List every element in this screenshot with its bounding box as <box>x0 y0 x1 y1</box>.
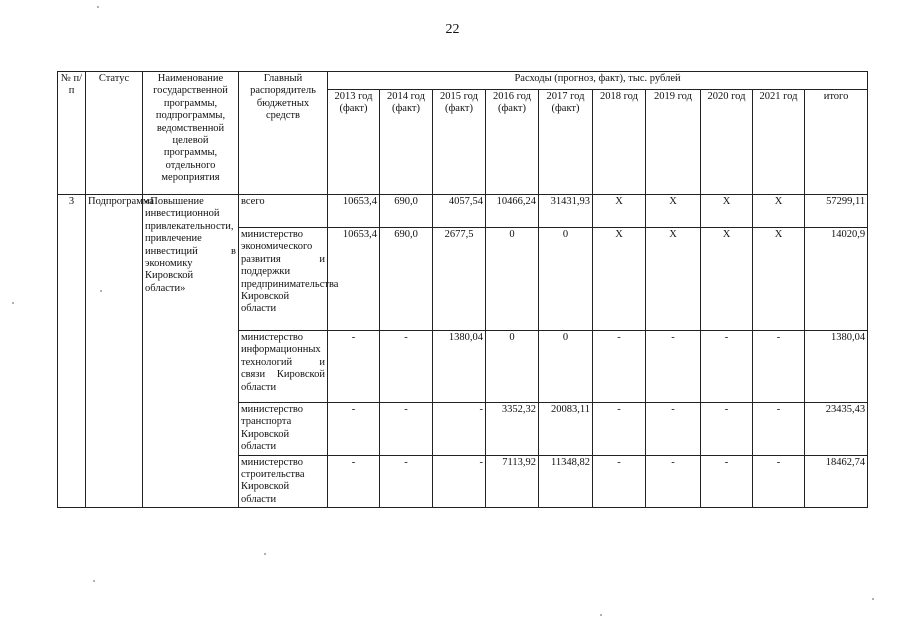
value-cell: - <box>328 331 380 403</box>
value-cell: Х <box>646 195 701 228</box>
value-cell: - <box>701 455 753 508</box>
value-cell: - <box>328 403 380 456</box>
header-year-note: (факт) <box>391 103 420 115</box>
value-cell: 1380,04 <box>433 331 486 403</box>
header-num: № п/п <box>58 72 86 195</box>
total-cell: 18462,74 <box>805 455 868 508</box>
value-cell: 0 <box>486 331 539 403</box>
value-cell: 20083,11 <box>539 403 593 456</box>
header-year <box>646 90 701 195</box>
header-year-label: 2021 год <box>759 91 798 102</box>
value-cell: Х <box>593 228 646 331</box>
value-cell: 0 <box>539 331 593 403</box>
value-cell: - <box>646 455 701 508</box>
header-expenses: Расходы (прогноз, факт), тыс. рублей <box>328 72 868 90</box>
table-row <box>58 195 868 228</box>
value-cell: - <box>380 455 433 508</box>
value-cell: 31431,93 <box>539 195 593 228</box>
header-year-label: 2013 год <box>334 91 373 102</box>
value-cell: 10653,4 <box>328 195 380 228</box>
value-cell: 690,0 <box>380 228 433 331</box>
manager-cell: министерство информационных технологий и связи Кировской области <box>239 331 328 403</box>
value-cell: 0 <box>486 228 539 331</box>
manager-cell: министерство транспорта Кировской области <box>239 403 328 456</box>
value-cell: - <box>646 331 701 403</box>
value-cell: - <box>433 455 486 508</box>
total-cell: 1380,04 <box>805 331 868 403</box>
value-cell: - <box>593 331 646 403</box>
header-year-label: 2017 год <box>546 91 585 102</box>
manager-cell: министерство экономического развития и поддержки предпринимательства Кировской области <box>239 228 328 331</box>
value-cell: - <box>701 403 753 456</box>
budget-table <box>57 71 868 508</box>
value-cell: - <box>753 331 805 403</box>
header-year-label: 2019 год <box>654 91 692 102</box>
value-cell: 4057,54 <box>433 195 486 228</box>
header-year-note: (факт) <box>339 103 368 115</box>
value-cell: - <box>646 403 701 456</box>
header-year-label: 2014 год <box>387 91 425 102</box>
header-year-note: (факт) <box>551 103 580 115</box>
value-cell: 690,0 <box>380 195 433 228</box>
header-year <box>701 90 753 195</box>
value-cell: 11348,82 <box>539 455 593 508</box>
header-year <box>433 90 486 195</box>
value-cell: - <box>380 331 433 403</box>
header-year-label: 2016 год <box>493 91 531 102</box>
value-cell: Х <box>593 195 646 228</box>
program-status: Подпрограмма <box>86 195 143 508</box>
header-manager: Главный распорядитель бюджетных средств <box>239 72 328 195</box>
header-status: Статус <box>86 72 143 195</box>
value-cell: - <box>753 403 805 456</box>
value-cell: - <box>328 455 380 508</box>
value-cell: 10466,24 <box>486 195 539 228</box>
header-year-label: 2015 год <box>440 91 478 102</box>
header-year-label: 2020 год <box>707 91 746 102</box>
header-year-note: (факт) <box>444 103 473 115</box>
manager-cell: министерство строительства Кировской области <box>239 455 328 508</box>
value-cell: - <box>701 331 753 403</box>
header-year <box>539 90 593 195</box>
header-year-label: 2018 год <box>600 91 638 102</box>
header-total: итого <box>805 90 868 195</box>
value-cell: - <box>433 403 486 456</box>
value-cell: Х <box>701 228 753 331</box>
value-cell: Х <box>753 228 805 331</box>
value-cell: - <box>753 455 805 508</box>
manager-cell: всего <box>239 195 328 228</box>
value-cell: 3352,32 <box>486 403 539 456</box>
total-cell: 14020,9 <box>805 228 868 331</box>
header-name: Наименование государственной программы, подпрограммы, ведомственной целевой программы, отдельного мероприятия <box>143 72 239 195</box>
value-cell: - <box>593 455 646 508</box>
program-num: 3 <box>58 195 86 508</box>
total-cell: 57299,11 <box>805 195 868 228</box>
header-year <box>593 90 646 195</box>
program-name: «Повышение инвестиционной привлекательности, привлечение инвестиций в экономику Кировской области» <box>143 195 239 508</box>
value-cell: 2677,5 <box>433 228 486 331</box>
value-cell: 0 <box>539 228 593 331</box>
header-year <box>753 90 805 195</box>
header-year <box>380 90 433 195</box>
value-cell: Х <box>646 228 701 331</box>
value-cell: 7113,92 <box>486 455 539 508</box>
total-cell: 23435,43 <box>805 403 868 456</box>
value-cell: - <box>380 403 433 456</box>
value-cell: Х <box>753 195 805 228</box>
header-year <box>328 90 380 195</box>
header-year <box>486 90 539 195</box>
value-cell: Х <box>701 195 753 228</box>
header-year-note: (факт) <box>497 103 526 115</box>
value-cell: - <box>593 403 646 456</box>
page-number: 22 <box>445 22 460 37</box>
value-cell: 10653,4 <box>328 228 380 331</box>
